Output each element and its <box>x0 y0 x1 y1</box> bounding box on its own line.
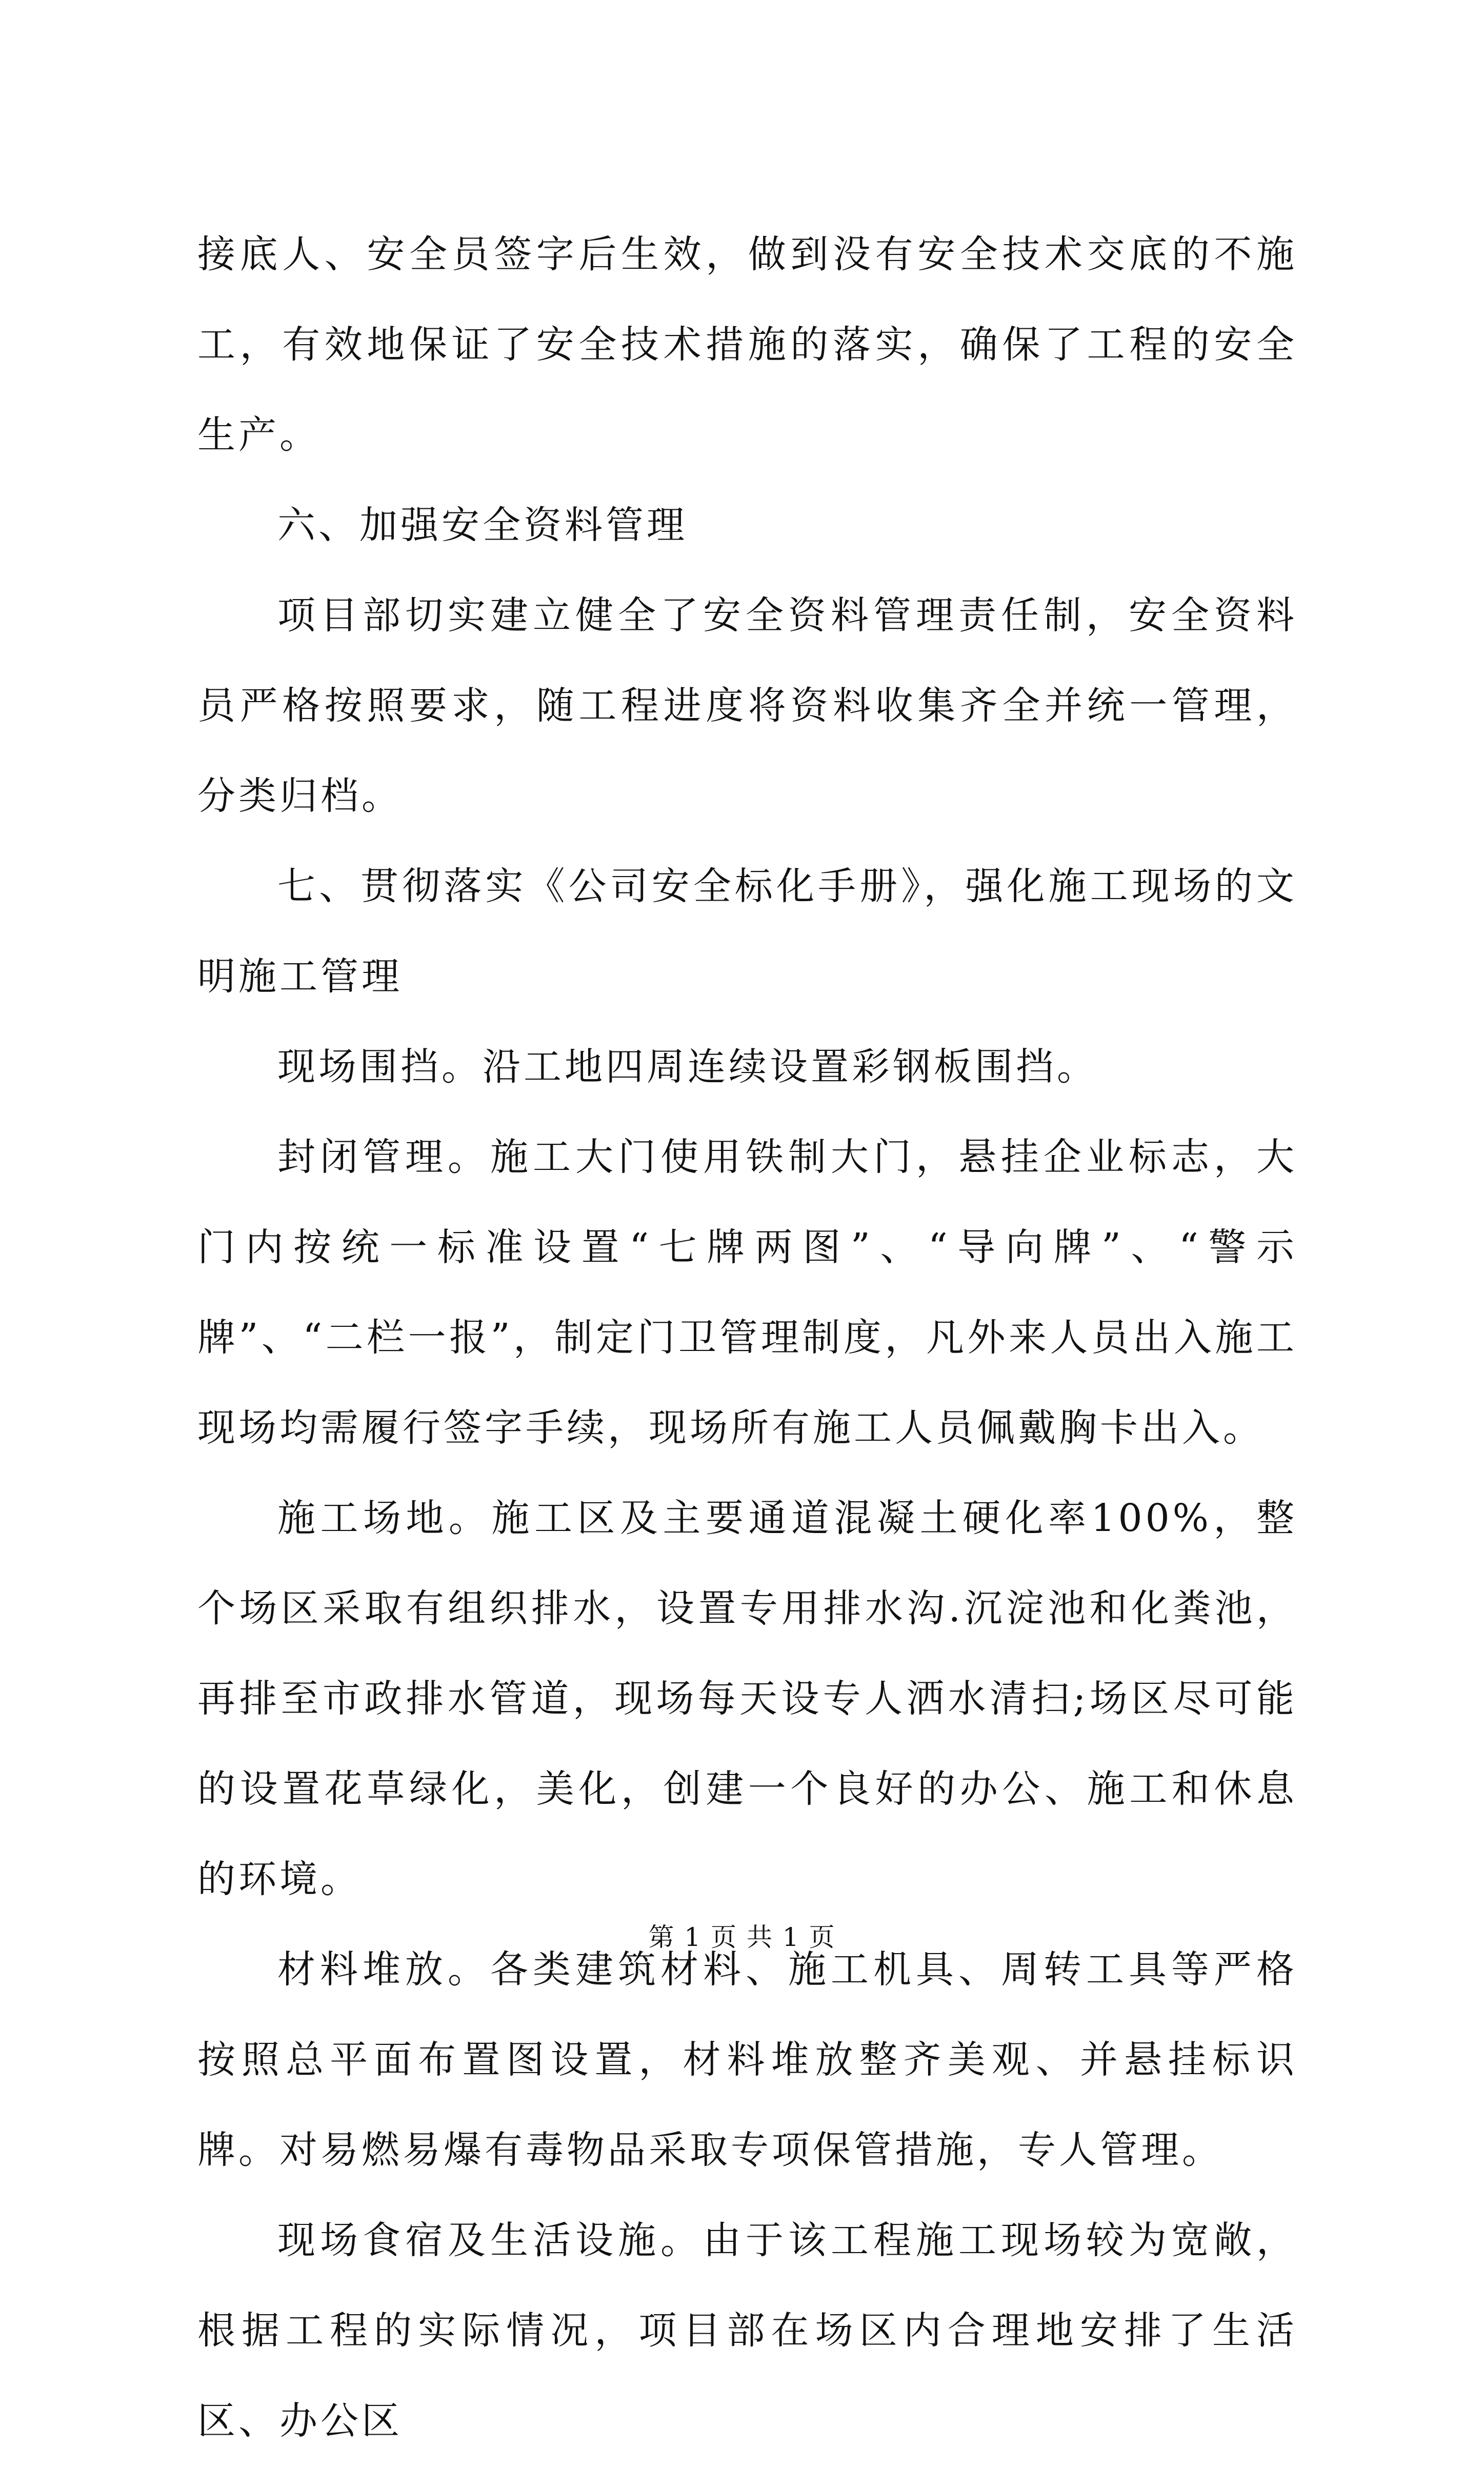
paragraph-site-fencing: 现场围挡。沿工地四周连续设置彩钢板围挡。 <box>277 1045 1098 1089</box>
page-footer: 第 1 页 共 1 页 <box>648 1922 836 1952</box>
paragraph-living-facilities: 现场食宿及生活设施。由于该工程施工现场较为宽敞，根据工程的实际情况，项目部在场区内合理地安排了生活区、办公区 <box>197 2218 1297 2443</box>
section-heading-6: 六、加强安全资料管理 <box>277 503 688 547</box>
paragraph-closed-management: 封闭管理。施工大门使用铁制大门，悬挂企业标志，大门内按统一标准设置“七牌两图”、“导向牌”、“警示牌”、“二栏一报”，制定门卫管理制度，凡外来人员出入施工现场均需履行签字手续，现场所有施工人员佩戴胸卡出入。 <box>197 1135 1297 1450</box>
paragraph-material-stacking: 材料堆放。各类建筑材料、施工机具、周转工具等严格按照总平面布置图设置，材料堆放整齐美观、并悬挂标识牌。对易燃易爆有毒物品采取专项保管措施，专人管理。 <box>197 1947 1297 2172</box>
paragraph-1: 接底人、安全员签字后生效，做到没有安全技术交底的不施工，有效地保证了安全技术措施的落实，确保了工程的安全生产。 <box>197 232 1297 457</box>
paragraph-construction-site: 施工场地。施工区及主要通道混凝土硬化率100%，整个场区采取有组织排水，设置专用排水沟.沉淀池和化粪池，再排至市政排水管道，现场每天设专人洒水清扫;场区尽可能的设置花草绿化，美化，创建一个良好的办公、施工和休息的环境。 <box>197 1496 1297 1901</box>
section-heading-7: 七、贯彻落实《公司安全标化手册》，强化施工现场的文明施工管理 <box>197 864 1297 999</box>
document-body <box>197 209 1297 2466</box>
paragraph-safety-records: 项目部切实建立健全了安全资料管理责任制，安全资料员严格按照要求，随工程进度将资料收集齐全并统一管理，分类归档。 <box>197 593 1297 818</box>
